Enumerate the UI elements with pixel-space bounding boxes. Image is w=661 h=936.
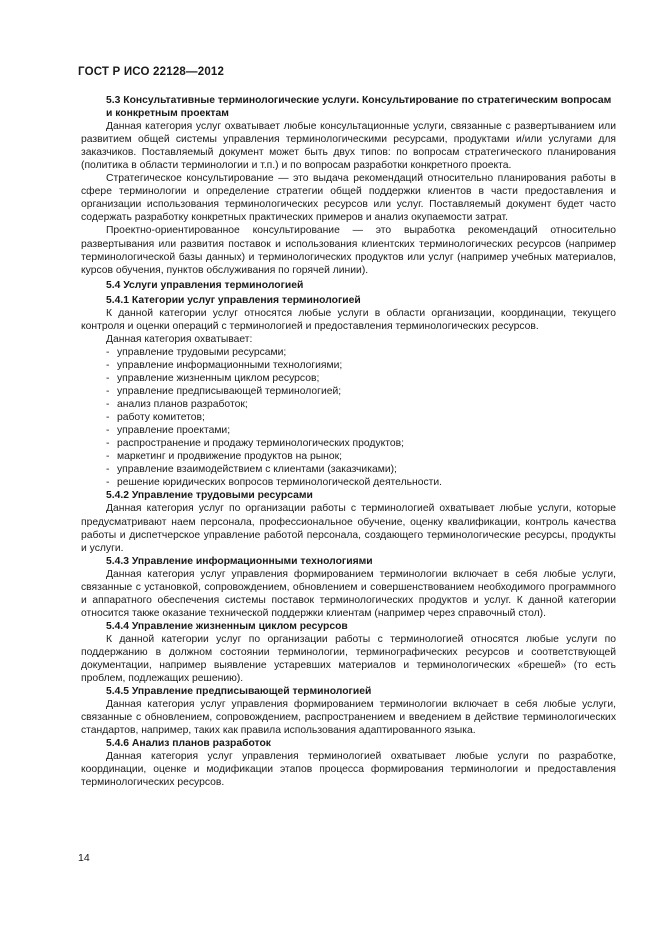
subsection-heading-5-4-6: 5.4.6 Анализ планов разработок bbox=[106, 738, 271, 750]
list-item: - анализ планов разработок; bbox=[106, 399, 248, 411]
page-number: 14 bbox=[78, 852, 90, 864]
paragraph: Стратегическое консультирование — это выдача рекомендаций относительно планирования работы в сфере терминологии и определение стратегии общей поддержки клиентов в части предоставления и организации использования терминологических ресурсов или услуг. Поставляемый документ будет часто содержать разработку конкретных практических примеров и анализ окупаемости затрат. bbox=[81, 173, 616, 224]
list-item: - управление трудовыми ресурсами; bbox=[106, 346, 287, 358]
paragraph: Данная категория услуг управления формированием терминологии включает в себя любые услуги, связанные с обновлением, сопровождением, распространением и введением в действие терминологических стандартов, например, таких как правила использования адаптированного языка. bbox=[81, 699, 616, 737]
subsection-heading-5-4-2: 5.4.2 Управление трудовыми ресурсами bbox=[106, 490, 313, 502]
section-heading-5-4: 5.4 Услуги управления терминологией bbox=[106, 279, 304, 291]
list-item: - управление информационными технологиями; bbox=[106, 359, 343, 371]
paragraph: Данная категория услуг управления терминологией охватывает любые услуги по разработке, координации, оценке и модификации этапов процесса формирования терминологии и предоставления терминологических ресурсов. bbox=[81, 751, 616, 789]
subsection-heading-5-4-4: 5.4.4 Управление жизненным циклом ресурсов bbox=[106, 620, 348, 632]
paragraph: К данной категории услуг относятся любые услуги в области организации, координации, текущего контроля и оценки операций с терминологией и предоставления терминологических ресурсов. bbox=[81, 307, 616, 332]
paragraph: Данная категория услуг по организации работы с терминологией охватывает любые услуги, которые предусматривают наем персонала, профессиональное обучение, оценку квалификации, контроль качества работы и диспетчерское управление работой персонала, создающего терминологические ресурсы, продукты и услуги. bbox=[81, 503, 616, 554]
list-item: - управление проектами; bbox=[106, 425, 231, 437]
list-item: - управление взаимодействием с клиентами (заказчиками); bbox=[106, 464, 397, 476]
list-item: - распространение и продажу терминологических продуктов; bbox=[106, 438, 405, 450]
list-item: - работу комитетов; bbox=[106, 412, 205, 424]
paragraph: Данная категория услуг управления формированием терминологии включает в себя любые услуги, связанные с установкой, сопровождением, обновлением и совершенствованием необходимого программного и аппаратного обеспечения системы поставок терминологических продуктов и услуг. К данной категории относится также оказание технической поддержки клиентам (например через справочный стол). bbox=[81, 568, 616, 619]
list-intro: Данная категория охватывает: bbox=[106, 333, 253, 345]
subsection-heading-5-4-5: 5.4.5 Управление предписывающей терминологией bbox=[106, 686, 372, 698]
list-item: - управление жизненным циклом ресурсов; bbox=[106, 372, 320, 384]
paragraph: Данная категория услуг охватывает любые консультационные услуги, связанные с развертыванием или развитием общей системы управления терминологическими ресурсами, продуктами и/или услугами для заказчиков. Поставляемый документ может быть двух типов: по вопросам стратегического планирования (политика в области терминологии и т.п.) и по вопросам разработки конкретного проекта. bbox=[81, 121, 616, 172]
paragraph: Проектно-ориентированное консультирование — это выработка рекомендаций относительно развертывания или развития поставок и использования клиентских терминологических ресурсов (например терминологической базы данных) и терминологических продуктов или услуг (например учебных материалов, курсов обучения, пунктов обслуживания по горячей линии). bbox=[81, 225, 616, 276]
category-list bbox=[81, 346, 616, 490]
list-item: - управление предписывающей терминологией; bbox=[106, 386, 342, 398]
list-item: - решение юридических вопросов терминологической деятельности. bbox=[106, 477, 443, 489]
page-content bbox=[81, 94, 616, 789]
section-heading-5-3: 5.3 Консультативные терминологические услуги. Консультирование по стратегическим вопросам и конкретным проектам bbox=[106, 95, 612, 120]
document-header: ГОСТ Р ИСО 22128—2012 bbox=[78, 66, 225, 78]
paragraph: К данной категории услуг по организации работы с терминологией относятся любые услуги по поддержанию в должном состоянии терминологии, терминографических ресурсов и соответствующей документации, например выявление устаревших материалов и терминологических «брешей» (то есть проблем, подлежащих решению). bbox=[81, 633, 616, 685]
subsection-heading-5-4-1: 5.4.1 Категории услуг управления терминологией bbox=[106, 294, 361, 306]
subsection-heading-5-4-3: 5.4.3 Управление информационными технологиями bbox=[106, 555, 373, 567]
list-item: - маркетинг и продвижение продуктов на рынок; bbox=[106, 451, 343, 463]
